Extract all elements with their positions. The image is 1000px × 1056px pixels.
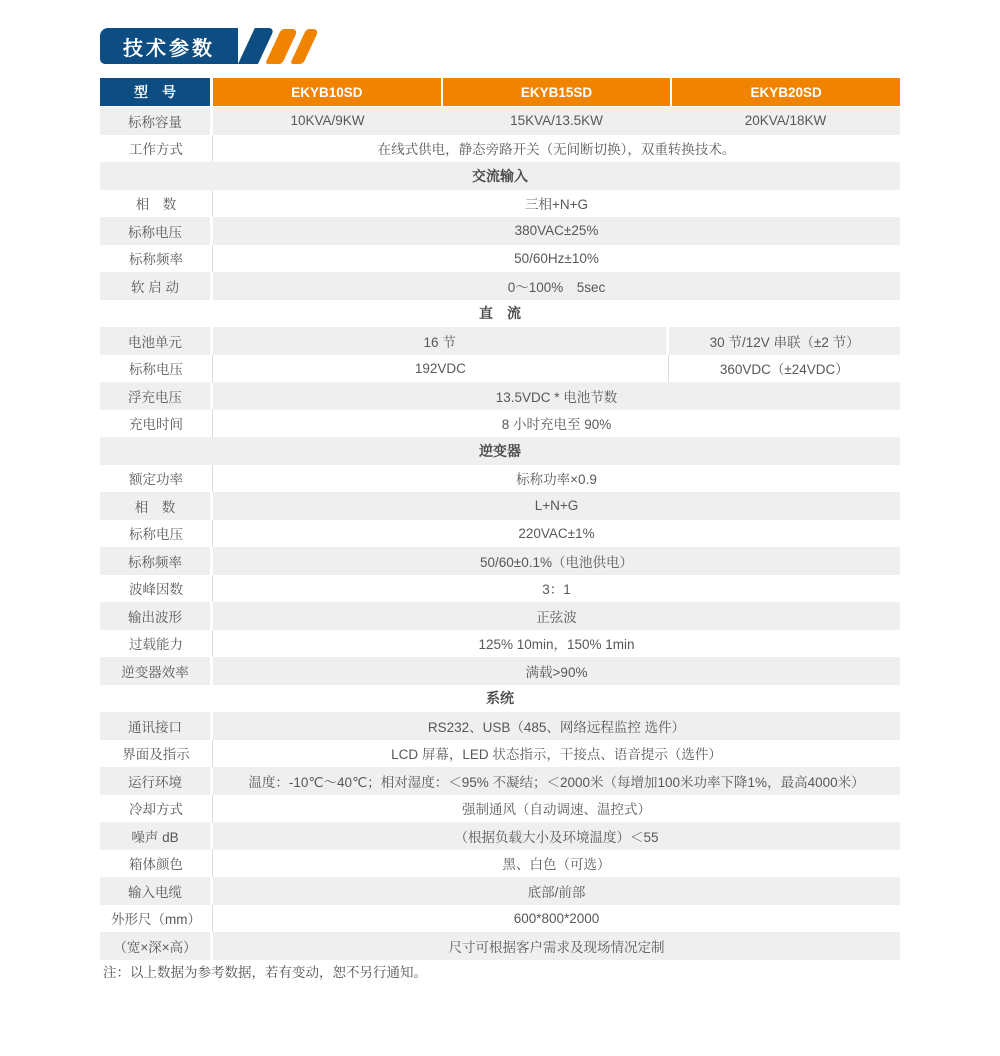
table-row	[100, 712, 900, 740]
table-header-row	[100, 78, 900, 106]
row-label: 逆变器效率	[100, 657, 213, 685]
section-title-bar	[100, 28, 320, 64]
table-row	[100, 547, 900, 575]
table-row	[100, 272, 900, 300]
row-label: 通讯接口	[100, 712, 213, 740]
row-value: 正弦波	[213, 602, 900, 630]
table-row	[100, 575, 900, 603]
row-label: 充电时间	[100, 410, 213, 438]
row-value: 温度：-10℃～40℃；相对湿度：＜95% 不凝结；＜2000米（每增加100米功率下降1%，最高4000米）	[213, 767, 900, 795]
table-row	[100, 905, 900, 933]
row-label: 标称频率	[100, 245, 213, 273]
row-label: 浮充电压	[100, 382, 213, 410]
table-row	[100, 520, 900, 548]
table-row	[100, 465, 900, 493]
row-value: 16 节	[213, 327, 669, 355]
row-label: 相 数	[100, 190, 213, 218]
row-value: 15KVA/13.5KW	[442, 107, 671, 135]
row-value: 50/60Hz±10%	[514, 250, 599, 266]
table-row	[100, 602, 900, 630]
table-row	[100, 767, 900, 795]
row-label: 输出波形	[100, 602, 213, 630]
table-row	[100, 492, 900, 520]
table-row	[100, 630, 900, 658]
row-value: （根据负载大小及环境温度）＜55	[213, 822, 900, 850]
row-value: 底部/前部	[213, 877, 900, 905]
row-value: 3：1	[542, 582, 571, 598]
row-label: 工作方式	[100, 135, 213, 163]
model-name-cell: EKYB20SD	[672, 78, 900, 106]
row-value: 8 小时充电至 90%	[501, 417, 612, 433]
row-label: （宽×深×高）	[100, 932, 213, 960]
table-row	[100, 932, 900, 960]
spec-table	[100, 78, 900, 960]
row-value: 192VDC	[213, 355, 669, 383]
row-label: 标称电压	[100, 217, 213, 245]
table-row	[100, 217, 900, 245]
section-header-row: 交流输入	[100, 162, 900, 190]
row-value: LCD 屏幕，LED 状态指示，干接点、语音提示（选件）	[391, 747, 722, 763]
row-label: 噪声 dB	[100, 822, 213, 850]
row-value: 380VAC±25%	[213, 217, 900, 245]
footnote: 注：以上数据为参考数据，若有变动，恕不另行通知。	[103, 965, 427, 980]
table-row	[100, 355, 900, 383]
spec-table-body	[100, 107, 900, 960]
row-value: L+N+G	[213, 492, 900, 520]
table-row	[100, 382, 900, 410]
row-value: 13.5VDC * 电池节数	[213, 382, 900, 410]
row-label: 额定功率	[100, 465, 213, 493]
section-header-row: 系统	[100, 685, 900, 713]
row-label: 外形尺（mm）	[100, 905, 213, 933]
row-label: 运行环境	[100, 767, 213, 795]
row-label: 标称容量	[100, 107, 213, 135]
row-value: RS232、USB（485、网络远程监控 选件）	[213, 712, 900, 740]
row-label: 相 数	[100, 492, 213, 520]
table-row	[100, 135, 900, 163]
row-value: 三相+N+G	[524, 197, 589, 213]
row-value: 50/60±0.1%（电池供电）	[213, 547, 900, 575]
row-value: 30 节/12V 串联（±2 节）	[669, 327, 900, 355]
row-value: 220VAC±1%	[518, 525, 595, 541]
row-label: 标称频率	[100, 547, 213, 575]
row-label: 标称电压	[100, 355, 213, 383]
model-name-cell: EKYB10SD	[213, 78, 443, 106]
row-value: 黑、白色（可选）	[502, 857, 611, 873]
row-value: 强制通风（自动调速、温控式）	[462, 802, 651, 818]
row-value: 0～100% 5sec	[213, 272, 900, 300]
row-value: 125% 10min，150% 1min	[478, 637, 635, 653]
table-row	[100, 877, 900, 905]
table-row	[100, 245, 900, 273]
table-row	[100, 657, 900, 685]
row-label: 输入电缆	[100, 877, 213, 905]
table-row	[100, 190, 900, 218]
table-row	[100, 410, 900, 438]
section-header-row: 逆变器	[100, 437, 900, 465]
row-label: 波峰因数	[100, 575, 213, 603]
row-value: 360VDC（±24VDC）	[719, 362, 849, 378]
page-title: 技术参数	[123, 37, 215, 60]
row-label: 软 启 动	[100, 272, 213, 300]
table-row	[100, 822, 900, 850]
section-header-row: 直 流	[100, 300, 900, 328]
row-value: 600*800*2000	[513, 910, 600, 926]
row-value: 在线式供电，静态旁路开关（无间断切换），双重转换技术。	[377, 142, 736, 158]
model-name-cell: EKYB15SD	[443, 78, 673, 106]
row-value: 10KVA/9KW	[213, 107, 442, 135]
row-label: 过载能力	[100, 630, 213, 658]
row-value: 标称功率×0.9	[516, 472, 597, 488]
table-row	[100, 850, 900, 878]
row-value: 20KVA/18KW	[671, 107, 900, 135]
table-row	[100, 107, 900, 135]
model-header-cell: 型 号	[100, 78, 213, 106]
row-label: 箱体颜色	[100, 850, 213, 878]
row-value: 尺寸可根据客户需求及现场情况定制	[213, 932, 900, 960]
row-label: 标称电压	[100, 520, 213, 548]
row-label: 冷却方式	[100, 795, 213, 823]
table-row	[100, 795, 900, 823]
table-row	[100, 327, 900, 355]
row-label: 电池单元	[100, 327, 213, 355]
row-label: 界面及指示	[100, 740, 213, 768]
table-row	[100, 740, 900, 768]
row-value: 满载>90%	[213, 657, 900, 685]
